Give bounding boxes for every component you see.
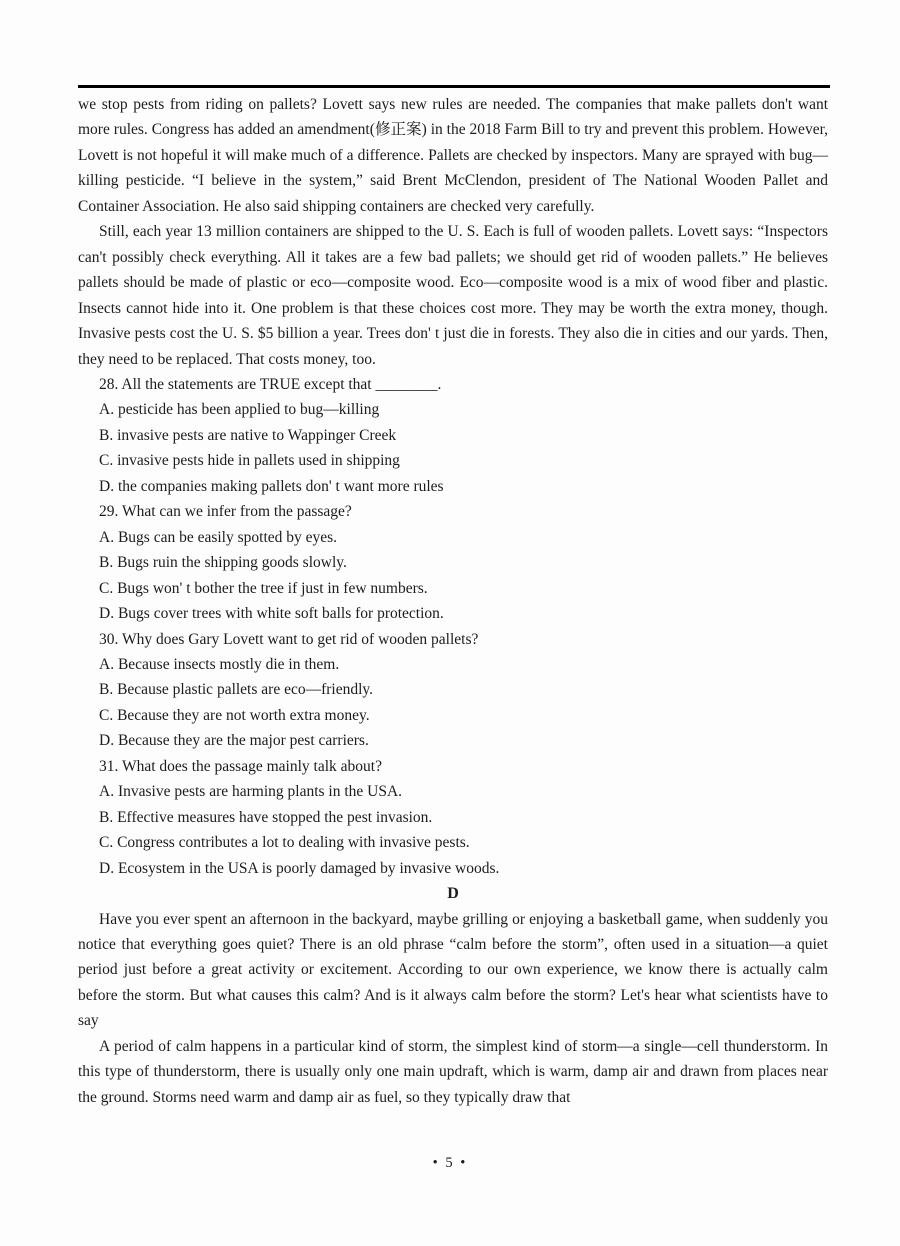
- section-d-heading: D: [447, 885, 459, 903]
- passage-c-second-paragraph: Still, each year 13 million containers are shipped to the U. S. Each is full of wooden pallets. Lovett says: “Inspectors can't possibly check everything. All it takes are a few bad pallets; we should get rid of wooden pallets.” He believes pallets should be made of plastic or eco—composite wood. Eco—composite wood is a mix of wood fiber and plastic. Insects cannot hide into it. One problem is that these choices cost more. They may be worth the extra money, though. Invasive pests cost the U. S. $5 billion a year. Trees don' t just die in forests. They also die in cities and our yards. Then, they need to be replaced. That costs money, too.: [78, 223, 828, 368]
- passage-d-second-paragraph: A period of calm happens in a particular kind of storm, the simplest kind of storm—a single—cell thunderstorm. In this type of thunderstorm, there is usually only one main updraft, which is warm, damp air and drawn from places near the ground. Storms need warm and damp air as fuel, so they typically draw that: [78, 1037, 828, 1106]
- question-31-stem: 31. What does the passage mainly talk about?: [99, 757, 382, 775]
- question-28-option-b: B. invasive pests are native to Wappinger Creek: [99, 426, 397, 444]
- question-31-option-c: C. Congress contributes a lot to dealing with invasive pests.: [99, 834, 470, 852]
- question-30-stem: 30. Why does Gary Lovett want to get rid of wooden pallets?: [99, 630, 479, 648]
- question-31-option-d: D. Ecosystem in the USA is poorly damaged by invasive woods.: [99, 859, 500, 877]
- question-30-option-b: B. Because plastic pallets are eco—friendly.: [99, 681, 374, 699]
- question-28-option-c: C. invasive pests hide in pallets used in shipping: [99, 452, 400, 470]
- question-28-option-d: D. the companies making pallets don' t want more rules: [99, 477, 444, 495]
- page-body: [78, 92, 828, 1110]
- page-number: • 5 •: [432, 1155, 468, 1171]
- question-29-option-c: C. Bugs won' t bother the tree if just in few numbers.: [99, 579, 428, 597]
- question-31-option-a: A. Invasive pests are harming plants in the USA.: [99, 783, 403, 801]
- question-30-option-d: D. Because they are the major pest carriers.: [99, 732, 369, 750]
- passage-d-first-paragraph: Have you ever spent an afternoon in the backyard, maybe grilling or enjoying a basketball game, when suddenly you notice that everything goes quiet? There is an old phrase “calm before the storm”, often used in a situation—a quiet period just before a great activity or excitement. According to our own experience, we know there is actually calm before the storm. But what causes this calm? And is it always calm before the storm? Let's hear what scientists have to say: [78, 910, 828, 1030]
- question-29-option-a: A. Bugs can be easily spotted by eyes.: [99, 528, 338, 546]
- question-29-option-d: D. Bugs cover trees with white soft balls for protection.: [99, 605, 444, 623]
- question-29-option-b: B. Bugs ruin the shipping goods slowly.: [99, 554, 347, 572]
- header-rule: [78, 85, 830, 88]
- question-28-stem: 28. All the statements are TRUE except that ________.: [99, 375, 442, 393]
- question-29-stem: 29. What can we infer from the passage?: [99, 503, 352, 521]
- question-30-option-a: A. Because insects mostly die in them.: [99, 655, 340, 673]
- question-28-option-a: A. pesticide has been applied to bug—killing: [99, 401, 380, 419]
- question-30-option-c: C. Because they are not worth extra money.: [99, 706, 370, 724]
- question-31-option-b: B. Effective measures have stopped the pest invasion.: [99, 808, 433, 826]
- passage-c-continued-paragraph: we stop pests from riding on pallets? Lovett says new rules are needed. The companies that make pallets don't want more rules. Congress has added an amendment(修正案) in the 2018 Farm Bill to try and prevent this problem. However, Lovett is not hopeful it will make much of a difference. Pallets are checked by inspectors. Many are sprayed with bug—killing pesticide. “I believe in the system,” said Brent McClendon, president of The National Wooden Pallet and Container Association. He also said shipping containers are checked very carefully.: [78, 96, 828, 215]
